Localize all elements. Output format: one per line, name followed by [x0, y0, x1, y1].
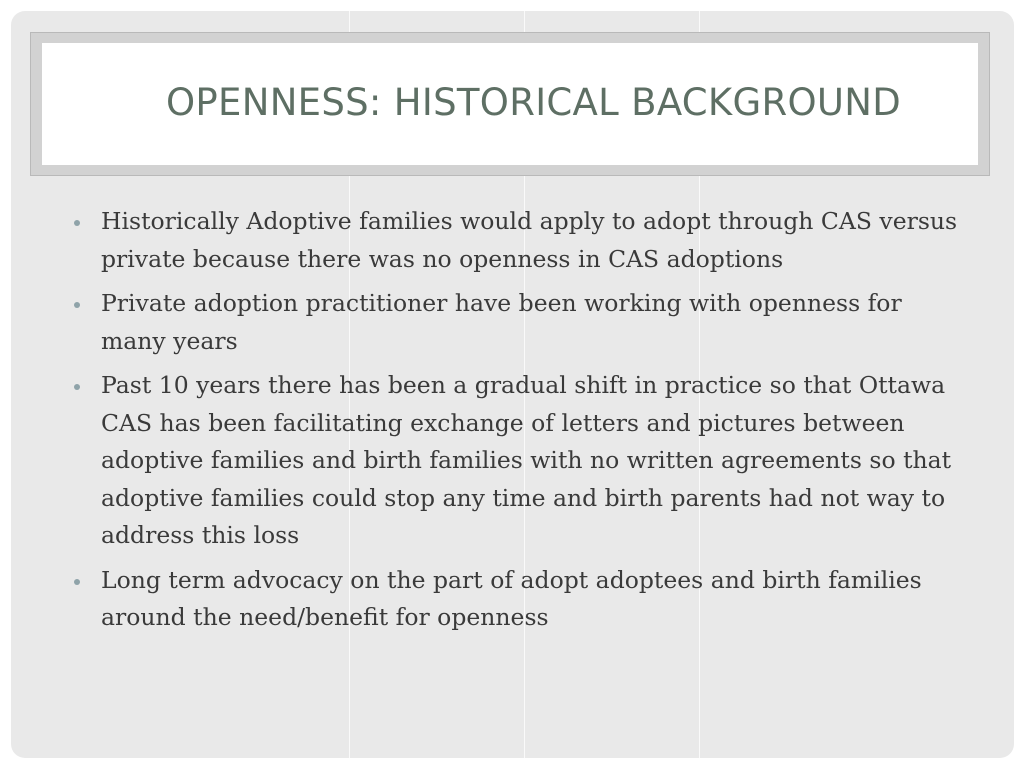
bullet-list: [70, 203, 970, 644]
bullet-text: Long term advocacy on the part of adopt adoptees and birth families around the need/benefit for openness: [101, 565, 922, 631]
bullet-icon: [74, 302, 80, 308]
bullet-text: Historically Adoptive families would apply to adopt through CAS versus private because there was no openness in CAS adoptions: [101, 207, 958, 273]
bullet-text: Past 10 years there has been a gradual shift in practice so that Ottawa CAS has been facilitating exchange of letters and pictures between adoptive families and birth families with no written agreements so that adoptive families could stop any time and birth parents had not way to address this loss: [101, 371, 952, 549]
bullet-item: [70, 203, 970, 278]
bullet-icon: [74, 220, 80, 226]
slide-title: OPENNESS: HISTORICAL BACKGROUND: [166, 81, 902, 124]
bullet-icon: [74, 579, 80, 585]
title-box: [42, 43, 978, 165]
bullet-item: [70, 562, 970, 637]
bullet-text: Private adoption practitioner have been working with openness for many years: [101, 289, 902, 355]
bullet-item: [70, 367, 970, 555]
bullet-icon: [74, 384, 80, 390]
slide: [11, 11, 1014, 758]
title-frame: [30, 32, 990, 176]
bullet-item: [70, 285, 970, 360]
